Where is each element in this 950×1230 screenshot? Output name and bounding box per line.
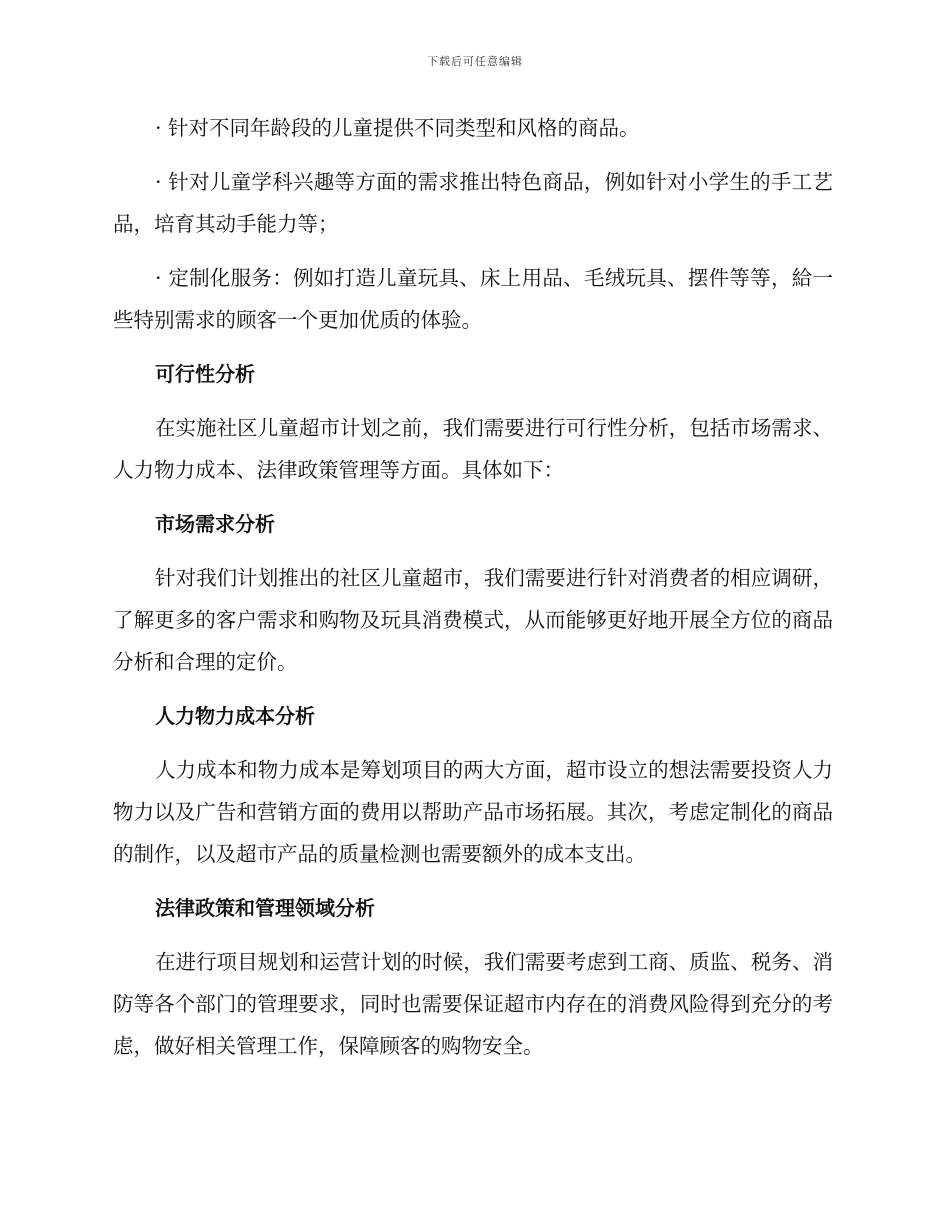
page-header: 下载后可任意编辑 [427,55,523,68]
bullet-paragraph-special-products: · 针对儿童学科兴趣等方面的需求推出特色商品，例如针对小学生的手工艺品，培育其动手能力等； [113,170,833,236]
bullet-paragraph-custom-service: · 定制化服务：例如打造儿童玩具、床上用品、毛绒玩具、摆件等等，給一些特别需求的顾客一个更加优质的体验。 [113,266,833,332]
section-heading-feasibility: 可行性分析 [155,362,255,386]
paragraph-feasibility: 在实施社区儿童超市计划之前，我们需要进行可行性分析，包括市场需求、人力物力成本、法律政策管理等方面。具体如下： [113,416,833,482]
section-heading-market-demand: 市场需求分析 [155,512,275,536]
bullet-paragraph-age-groups: · 针对不同年龄段的儿童提供不同类型和风格的商品。 [155,116,640,140]
section-heading-legal: 法律政策和管理领域分析 [155,896,375,920]
section-heading-cost: 人力物力成本分析 [155,704,315,728]
paragraph-legal: 在进行项目规划和运营计划的时候，我们需要考虑到工商、质监、税务、消防等各个部门的管理要求，同时也需要保证超市内存在的消费风险得到充分的考虑，做好相关管理工作，保障顾客的购物安全。 [113,950,833,1058]
paragraph-cost: 人力成本和物力成本是筹划项目的两大方面，超市设立的想法需要投资人力物力以及广告和营销方面的费用以帮助产品市场拓展。其次，考虑定制化的商品的制作，以及超市产品的质量检测也需要额外的成本支出。 [113,758,833,866]
document-body [113,107,833,1079]
paragraph-market-demand: 针对我们计划推出的社区儿童超市，我们需要进行针对消费者的相应调研，了解更多的客户需求和购物及玩具消费模式，从而能够更好地开展全方位的商品分析和合理的定价。 [113,566,833,674]
